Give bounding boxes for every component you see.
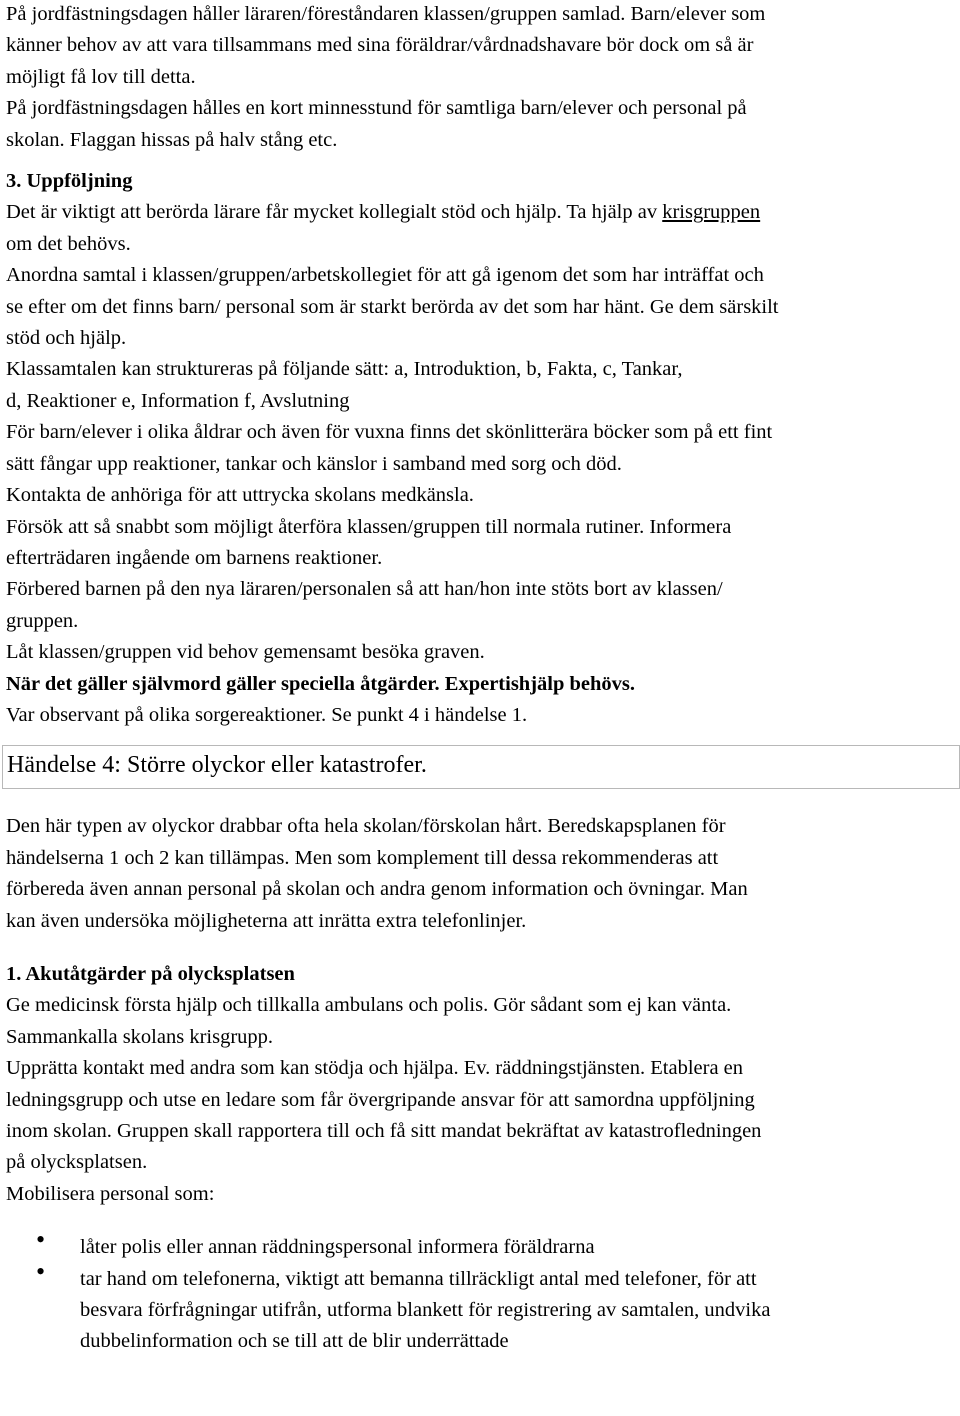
text-line: efterträdaren ingående om barnens reaktioner. — [6, 546, 383, 569]
text-line: på olycksplatsen. — [6, 1151, 148, 1174]
text-line: På jordfästningsdagen hålles en kort minnesstund för samtliga barn/elever och personal på — [6, 97, 747, 120]
bullet-list — [6, 1225, 956, 1358]
text-line: möjligt få lov till detta. — [6, 65, 196, 88]
text-line: låter polis eller annan räddningspersonal informera föräldrarna — [80, 1236, 595, 1259]
event-4-heading: Händelse 4: Större olyckor eller katastrofer. — [2, 745, 960, 789]
list-item — [6, 1256, 956, 1358]
text-line: förbereda även annan personal på skolan och andra genom information och övningar. Man — [6, 878, 748, 901]
text-line: Den här typen av olyckor drabbar ofta hela skolan/förskolan hårt. Beredskapsplanen för — [6, 815, 726, 838]
text-span: Det är viktigt att berörda lärare får mycket kollegialt stöd och hjälp. Ta hjälp av — [6, 201, 663, 224]
text-line: inom skolan. Gruppen skall rapportera till och få sitt mandat bekräftat av katastrofledningen — [6, 1120, 762, 1142]
text-line: se efter om det finns barn/ personal som är starkt berörda av det som har hänt. Ge dem särskilt — [6, 295, 779, 318]
text-line: Låt klassen/gruppen vid behov gemensamt besöka graven. — [6, 641, 485, 664]
text-line: Försök att så snabbt som möjligt återföra klassen/gruppen till normala rutiner. Informera — [6, 515, 732, 538]
text-line: känner behov av att vara tillsammans med sina föräldrar/vårdnadshavare bör dock om så är — [6, 34, 754, 57]
text-line: Sammankalla skolans krisgrupp. — [6, 1025, 274, 1048]
bullet-icon: • — [36, 1225, 46, 1255]
text-line: sätt fångar upp reaktioner, tankar och känslor i samband med sorg och död. — [6, 452, 622, 475]
text-line: Förbered barnen på den nya läraren/personalen så att han/hon inte stöts bort av klassen/ — [6, 578, 723, 601]
text-line: Anordna samtal i klassen/gruppen/arbetskollegiet för att gå igenom det som har inträffat och — [6, 264, 764, 287]
text-line: gruppen. — [6, 609, 79, 632]
text-line: Ge medicinsk första hjälp och tillkalla ambulans och polis. Gör sådant som ej kan vänta. — [6, 994, 732, 1017]
section-uppfoljning — [6, 166, 956, 731]
text-line: om det behövs. — [6, 232, 131, 255]
section-heading: 3. Uppföljning — [6, 170, 133, 193]
text-line: Mobilisera personal som: — [6, 1182, 215, 1205]
text-line: händelserna 1 och 2 kan tillämpas. Men som komplement till dessa rekommenderas att — [6, 846, 719, 869]
text-line: Klassamtalen kan struktureras på följande sätt: a, Introduktion, b, Fakta, c, Tankar, — [6, 358, 683, 381]
text-line: Var observant på olika sorgereaktioner. Se punkt 4 i händelse 1. — [6, 703, 528, 726]
section-heading: 1. Akutåtgärder på olycksplatsen — [6, 962, 295, 985]
text-line: tar hand om telefonerna, viktigt att bemanna tillräckligt antal med telefoner, för att — [80, 1267, 757, 1290]
bullet-icon: • — [36, 1256, 46, 1286]
text-line: För barn/elever i olika åldrar och även för vuxna finns det skönlitterära böcker som på ett fint — [6, 421, 773, 444]
text-line: besvara förfrågningar utifrån, utforma blankett för registrering av samtalen, undvika — [80, 1299, 771, 1322]
document-page — [6, 0, 956, 1358]
text-line: stöd och hjälp. — [6, 327, 127, 350]
list-item — [6, 1225, 956, 1263]
text-line: skolan. Flaggan hissas på halv stång etc. — [6, 128, 338, 151]
text-line: kan även undersöka möjligheterna att inrätta extra telefonlinjer. — [6, 909, 527, 932]
text-line-bold: När det gäller självmord gäller speciella åtgärder. Expertishjälp behövs. — [6, 672, 636, 695]
event-4-intro — [6, 811, 956, 937]
jordfastning-paragraph — [6, 0, 956, 156]
krisgruppen-link[interactable]: krisgruppen — [662, 201, 761, 224]
text-line: d, Reaktioner e, Information f, Avslutning — [6, 389, 350, 412]
text-line: ledningsgrupp och utse en ledare som får övergripande ansvar för att samordna uppföljning — [6, 1088, 755, 1111]
text-line — [6, 197, 956, 228]
text-line: På jordfästningsdagen håller läraren/föreståndaren klassen/gruppen samlad. Barn/elever som — [6, 3, 766, 25]
section-akutatgarder — [6, 959, 956, 1358]
text-line: Upprätta kontakt med andra som kan stödja och hjälpa. Ev. räddningstjänsten. Etablera en — [6, 1057, 744, 1080]
text-line: Kontakta de anhöriga för att uttrycka skolans medkänsla. — [6, 484, 474, 507]
text-line: dubbelinformation och se till att de blir underrättade — [80, 1330, 509, 1353]
